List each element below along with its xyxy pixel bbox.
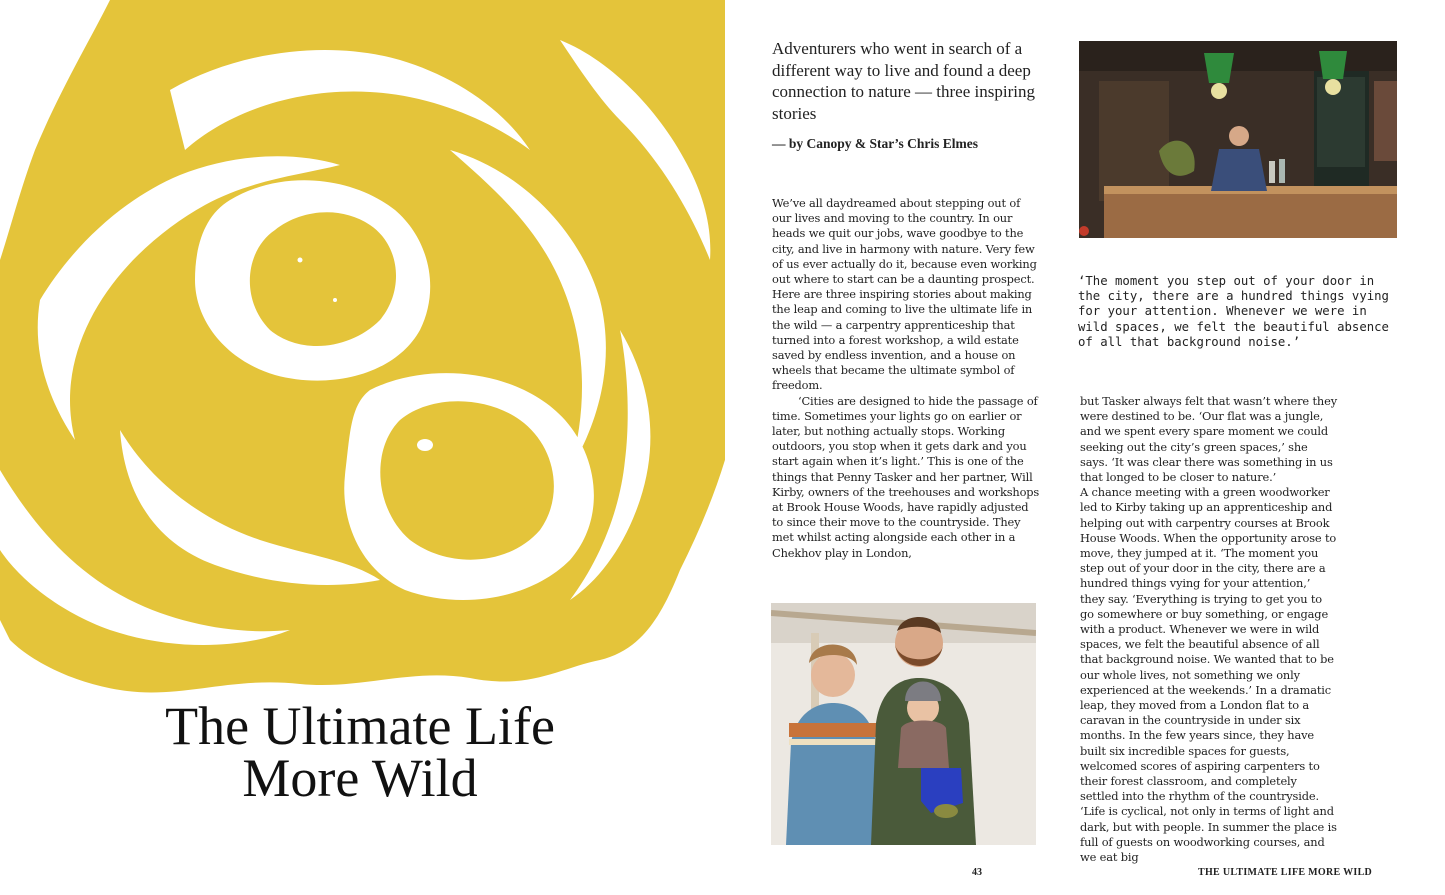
article-title [60,696,660,808]
standfirst: Adventurers who went in search of a different way to live and found a deep connection to nature — three inspiring stories [772,39,1035,123]
body-column-1 [772,196,1040,561]
title-line-2: More Wild [242,748,478,808]
body-paragraph: A chance meeting with a green woodworker led to Kirby taking up an apprenticeship and helping out with carpentry courses at Brook House Woods. When the opportunity arose to move, they jumped at it. ‘The moment you step out of your door in the city, there are a hundred things vying for your attention,’ they say. ‘Everything is trying to get you to go somewhere or buy something, or engage with a product. Whenever we were in wild spaces, we felt the beautiful absence of all that background noise. We wanted that to be our whole lives, not something we only experienced at the weekends.’ In a dramatic leap, they moved from a London flat to a caravan in the countryside in under six months. In the few years since, they have built six incredible spaces for guests, welcomed scores of aspiring carpenters to their forest classroom, and completely settled into the rhythm of the countryside. ‘Life is cyclical, not only in terms of light and dark, but with people. In summer the place is full of guests on woodworking courses, and we eat big [1080,485,1337,865]
body-column-2 [1080,394,1338,865]
body-paragraph: ‘Cities are designed to hide the passage of time. Sometimes your lights go on earlier or later, but nothing actually stops. Working outdoors, you stop when it gets dark and you start again when it’s light.’ This is one of the things that Penny Tasker and her partner, Will Kirby, owners of the treehouses and workshops at Brook House Woods, have rapidly adjusted to since their move to the countryside. They met whilst acting alongside each other in a Chekhov play in London, [772,393,1040,560]
byline: — by Canopy & Star’s Chris Elmes [772,136,979,151]
bar-photo [1079,41,1397,238]
page-number: 43 [972,867,982,878]
body-paragraph: but Tasker always felt that wasn’t where they were destined to be. ‘Our flat was a jungle, and we spent every spare moment we could seeking out the city’s green spaces,’ she says. ‘It was clear there was something in us that longed to be closer to nature.’ [1080,394,1337,485]
marbled-ink-artwork [0,0,725,700]
body-paragraph: We’ve all daydreamed about stepping out of our lives and moving to the country. In our heads we quit our jobs, wave goodbye to the city, and live in harmony with nature. Very few of us ever actually do it, because even working out where to start can be a daunting prospect. Here are three inspiring stories about making the leap and coming to live the ultimate life in the wild — a carpentry apprenticeship that turned into a forest workshop, a wild estate saved by endless invention, and a house on wheels that became the ultimate symbol of freedom. [772,196,1037,393]
family-photo [771,603,1036,845]
title-line-1: The Ultimate Life [165,696,555,756]
running-head: THE ULTIMATE LIFE MORE WILD [1198,867,1373,878]
pull-quote: ‘The moment you step out of your door in the city, there are a hundred things vying for your attention. Whenever we were in wild spaces, we felt the beautiful absence of all that background noise.’ [1078,274,1389,349]
